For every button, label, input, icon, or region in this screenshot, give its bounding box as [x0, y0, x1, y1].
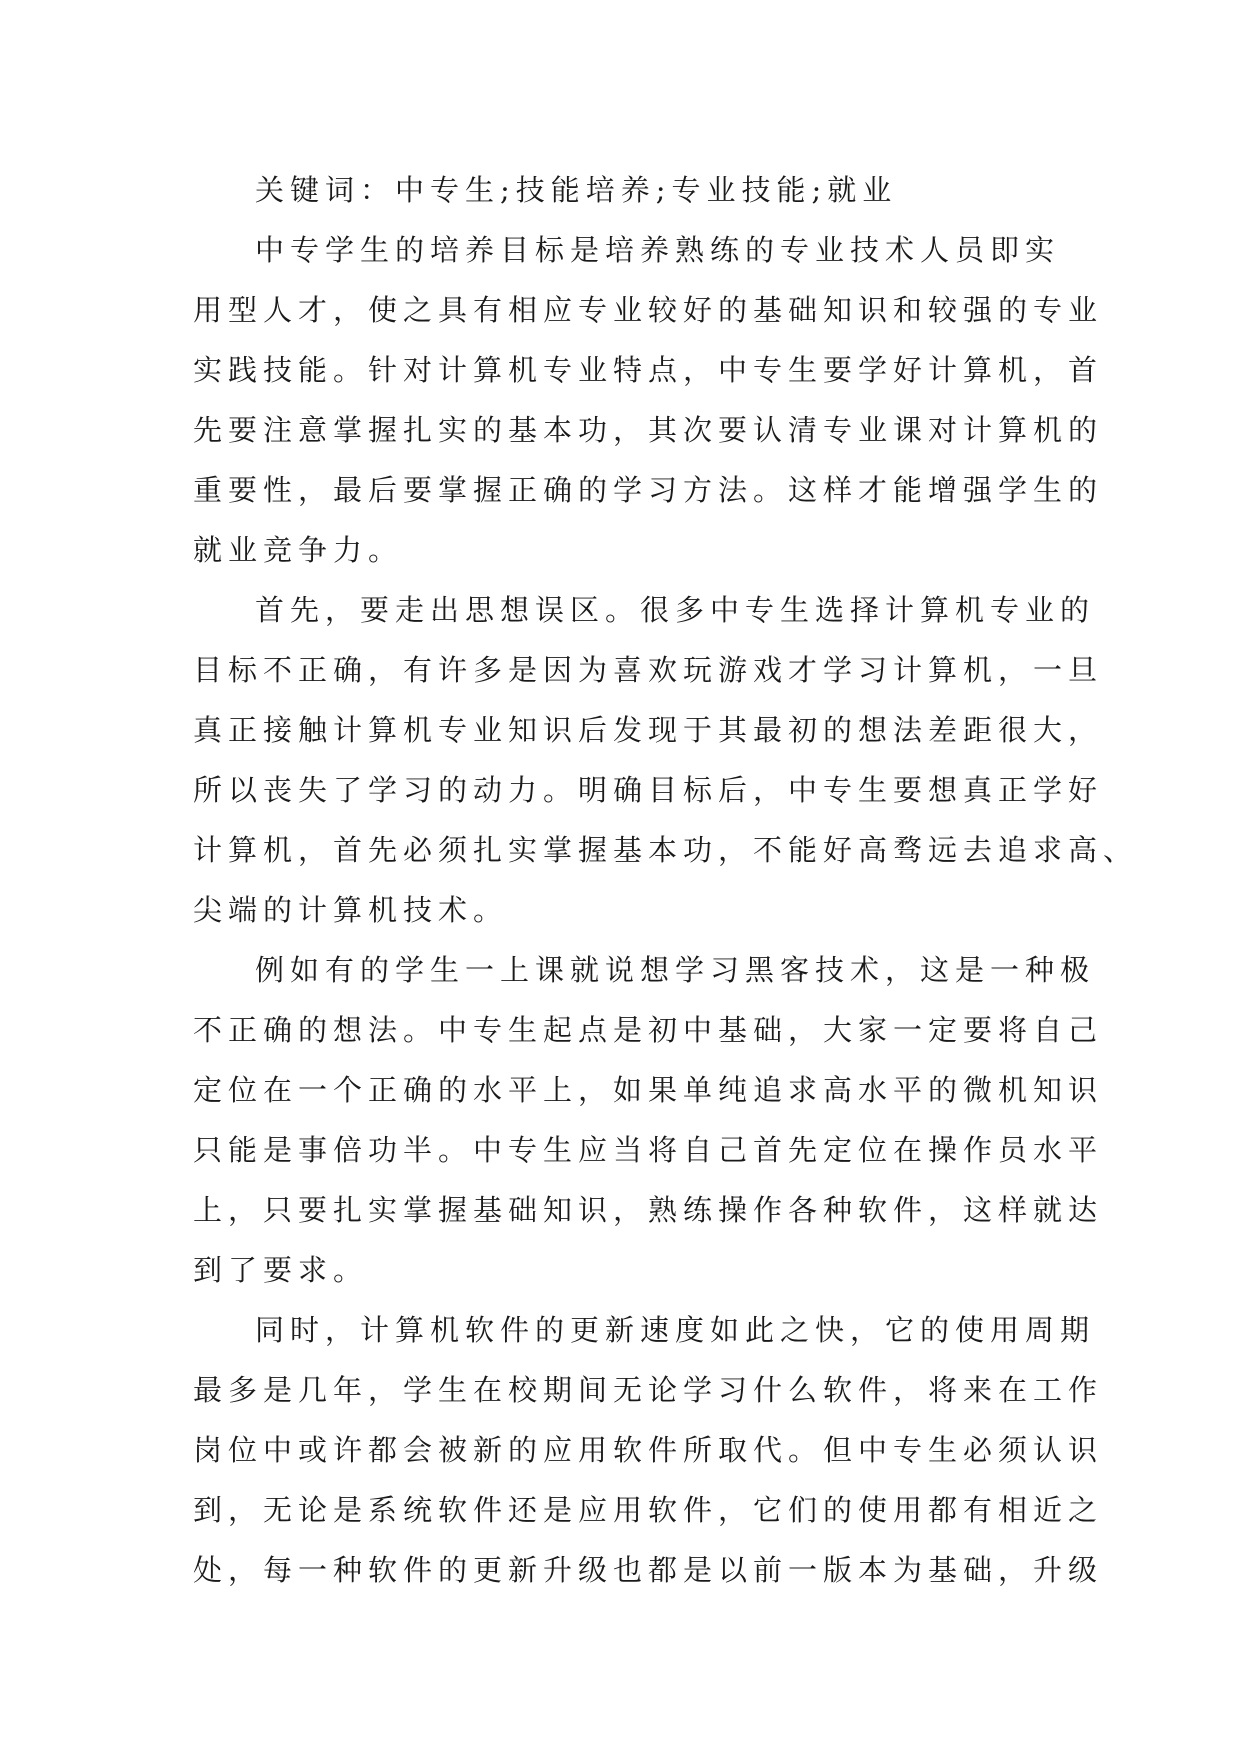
paragraph — [193, 940, 1104, 1300]
text-line: 处，每一种软件的更新升级也都是以前一版本为基础，升级 — [193, 1553, 1104, 1587]
text-line: 实践技能。针对计算机专业特点，中专生要学好计算机，首 — [193, 353, 1104, 387]
text-line: 计算机，首先必须扎实掌握基本功，不能好高骛远去追求高、 — [193, 833, 1139, 867]
text-line: 到，无论是系统软件还是应用软件，它们的使用都有相近之 — [193, 1493, 1104, 1527]
text-line: 岗位中或许都会被新的应用软件所取代。但中专生必须认识 — [193, 1433, 1104, 1467]
text-line: 最多是几年，学生在校期间无论学习什么软件，将来在工作 — [193, 1373, 1104, 1407]
text-line: 用型人才，使之具有相应专业较好的基础知识和较强的专业 — [193, 293, 1104, 327]
text-line: 重要性，最后要掌握正确的学习方法。这样才能增强学生的 — [193, 473, 1104, 507]
text-line: 真正接触计算机专业知识后发现于其最初的想法差距很大， — [193, 713, 1104, 747]
paragraph — [193, 580, 1139, 940]
keywords-line: 关键词：中专生;技能培养;专业技能;就业 — [255, 173, 898, 207]
text-line: 先要注意掌握扎实的基本功，其次要认清专业课对计算机的 — [193, 413, 1104, 447]
text-line: 上，只要扎实掌握基础知识，熟练操作各种软件，这样就达 — [193, 1193, 1104, 1227]
text-line: 所以丧失了学习的动力。明确目标后，中专生要想真正学好 — [193, 773, 1104, 807]
text-line: 只能是事倍功半。中专生应当将自己首先定位在操作员水平 — [193, 1133, 1104, 1167]
text-line: 就业竞争力。 — [193, 533, 404, 567]
paragraph — [193, 220, 1104, 580]
text-line: 定位在一个正确的水平上，如果单纯追求高水平的微机知识 — [193, 1073, 1104, 1107]
text-line: 不正确的想法。中专生起点是初中基础，大家一定要将自己 — [193, 1013, 1104, 1047]
paragraph — [193, 1300, 1104, 1600]
text-line: 到了要求。 — [193, 1253, 369, 1287]
text-line: 同时，计算机软件的更新速度如此之快，它的使用周期 — [255, 1313, 1096, 1347]
text-line: 尖端的计算机技术。 — [193, 893, 509, 927]
text-line: 中专学生的培养目标是培养熟练的专业技术人员即实 — [255, 233, 1061, 267]
text-line: 例如有的学生一上课就说想学习黑客技术，这是一种极 — [255, 953, 1096, 987]
text-line: 目标不正确，有许多是因为喜欢玩游戏才学习计算机，一旦 — [193, 653, 1104, 687]
text-line: 首先，要走出思想误区。很多中专生选择计算机专业的 — [255, 593, 1096, 627]
document-body — [193, 160, 1139, 1600]
